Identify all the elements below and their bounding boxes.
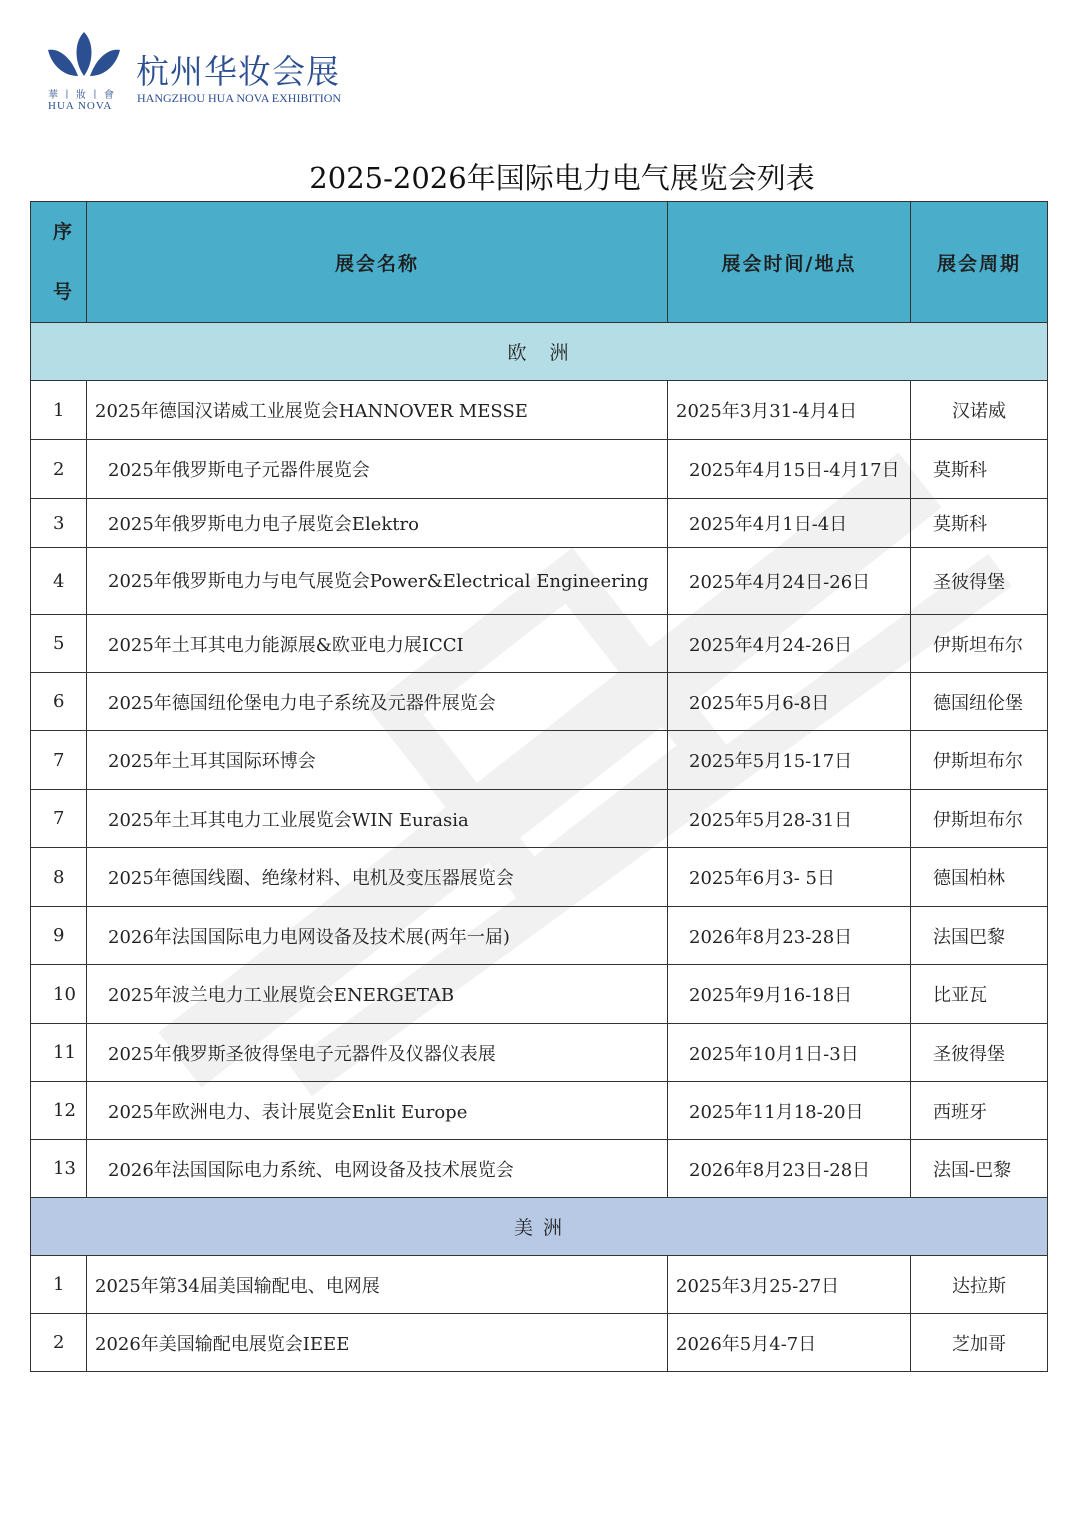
row-place: 法国-巴黎 <box>911 1140 1048 1198</box>
row-place: 圣彼得堡 <box>911 548 1048 615</box>
row-name: 2025年俄罗斯电力与电气展览会Power&Electrical Engineering <box>87 548 668 615</box>
region-row-americas <box>31 1198 1048 1256</box>
table-row <box>31 1314 1048 1372</box>
table-row <box>31 1024 1048 1082</box>
row-index: 10 <box>31 965 87 1024</box>
table-row <box>31 615 1048 673</box>
region-row-europe <box>31 323 1048 381</box>
row-place: 伊斯坦布尔 <box>911 615 1048 673</box>
row-place: 德国柏林 <box>911 848 1048 907</box>
row-index: 1 <box>31 1256 87 1314</box>
table-row <box>31 790 1048 848</box>
row-index: 2 <box>31 1314 87 1372</box>
row-place: 达拉斯 <box>911 1256 1048 1314</box>
row-time: 2025年5月28-31日 <box>668 790 911 848</box>
row-name: 2026年美国输配电展览会IEEE <box>87 1314 668 1372</box>
header-name: 展会名称 <box>87 202 668 323</box>
row-time: 2025年5月15-17日 <box>668 731 911 790</box>
header-time: 展会时间/地点 <box>668 202 911 323</box>
row-index: 7 <box>31 790 87 848</box>
row-place: 莫斯科 <box>911 440 1048 499</box>
row-time: 2025年4月1日-4日 <box>668 499 911 548</box>
row-place: 德国纽伦堡 <box>911 673 1048 731</box>
row-name: 2025年德国线圈、绝缘材料、电机及变压器展览会 <box>87 848 668 907</box>
row-time: 2025年11月18-20日 <box>668 1082 911 1140</box>
logo-petal-icon <box>44 28 124 88</box>
header-place: 展会周期 <box>911 202 1048 323</box>
table-row <box>31 731 1048 790</box>
table-row <box>31 1140 1048 1198</box>
row-index: 3 <box>31 499 87 548</box>
row-name: 2025年土耳其电力工业展览会WIN Eurasia <box>87 790 668 848</box>
row-index: 6 <box>31 673 87 731</box>
table-row <box>31 499 1048 548</box>
table-row <box>31 848 1048 907</box>
row-index: 8 <box>31 848 87 907</box>
table-row <box>31 673 1048 731</box>
logo-small-cn: 華丨妝丨會 <box>48 90 118 101</box>
row-name: 2025年德国纽伦堡电力电子系统及元器件展览会 <box>87 673 668 731</box>
logo-name-en: HANGZHOU HUA NOVA EXHIBITION <box>137 91 342 105</box>
row-name: 2025年波兰电力工业展览会ENERGETAB <box>87 965 668 1024</box>
logo-name-cn: 杭州华妆会展 <box>136 52 340 91</box>
row-place: 汉诺威 <box>911 381 1048 440</box>
row-index: 1 <box>31 381 87 440</box>
row-time: 2025年3月31-4月4日 <box>668 381 911 440</box>
row-name: 2025年俄罗斯圣彼得堡电子元器件及仪器仪表展 <box>87 1024 668 1082</box>
row-name: 2025年俄罗斯电力电子展览会Elektro <box>87 499 668 548</box>
row-index: 13 <box>31 1140 87 1198</box>
row-place: 比亚瓦 <box>911 965 1048 1024</box>
row-time: 2026年5月4-7日 <box>668 1314 911 1372</box>
region-label: 欧 洲 <box>31 323 1048 381</box>
row-time: 2025年5月6-8日 <box>668 673 911 731</box>
row-index: 9 <box>31 907 87 965</box>
row-name: 2025年土耳其电力能源展&欧亚电力展ICCI <box>87 615 668 673</box>
table-row <box>31 907 1048 965</box>
row-index: 12 <box>31 1082 87 1140</box>
row-place: 伊斯坦布尔 <box>911 731 1048 790</box>
row-name: 2025年土耳其国际环博会 <box>87 731 668 790</box>
table-row <box>31 381 1048 440</box>
table-header-row <box>31 202 1048 323</box>
header-index-label: 序号 <box>53 221 75 303</box>
row-time: 2026年8月23-28日 <box>668 907 911 965</box>
row-place: 伊斯坦布尔 <box>911 790 1048 848</box>
row-time: 2025年3月25-27日 <box>668 1256 911 1314</box>
exhibition-table <box>30 201 1048 1372</box>
row-index: 5 <box>31 615 87 673</box>
row-time: 2025年10月1日-3日 <box>668 1024 911 1082</box>
row-time: 2025年4月24日-26日 <box>668 548 911 615</box>
row-name: 2025年俄罗斯电子元器件展览会 <box>87 440 668 499</box>
row-index: 2 <box>31 440 87 499</box>
row-name: 2025年第34届美国输配电、电网展 <box>87 1256 668 1314</box>
row-name: 2026年法国国际电力系统、电网设备及技术展览会 <box>87 1140 668 1198</box>
table-row <box>31 965 1048 1024</box>
row-name: 2026年法国国际电力电网设备及技术展(两年一届) <box>87 907 668 965</box>
header-index <box>31 202 87 323</box>
row-place: 莫斯科 <box>911 499 1048 548</box>
table-row <box>31 440 1048 499</box>
row-index: 11 <box>31 1024 87 1082</box>
row-time: 2025年4月15日-4月17日 <box>668 440 911 499</box>
table-row <box>31 1082 1048 1140</box>
row-name: 2025年德国汉诺威工业展览会HANNOVER MESSE <box>87 381 668 440</box>
row-time: 2025年6月3- 5日 <box>668 848 911 907</box>
row-time: 2025年4月24-26日 <box>668 615 911 673</box>
page-title: 2025-2026年国际电力电气展览会列表 <box>309 161 815 195</box>
row-place: 西班牙 <box>911 1082 1048 1140</box>
row-time: 2025年9月16-18日 <box>668 965 911 1024</box>
row-place: 圣彼得堡 <box>911 1024 1048 1082</box>
row-place: 芝加哥 <box>911 1314 1048 1372</box>
row-index: 4 <box>31 548 87 615</box>
row-place: 法国巴黎 <box>911 907 1048 965</box>
logo-small-en: HUA NOVA <box>48 100 113 112</box>
region-label: 美 洲 <box>31 1198 1048 1256</box>
row-time: 2026年8月23日-28日 <box>668 1140 911 1198</box>
row-index: 7 <box>31 731 87 790</box>
table-row <box>31 1256 1048 1314</box>
table-row <box>31 548 1048 615</box>
row-name: 2025年欧洲电力、表计展览会Enlit Europe <box>87 1082 668 1140</box>
company-logo <box>44 28 384 118</box>
